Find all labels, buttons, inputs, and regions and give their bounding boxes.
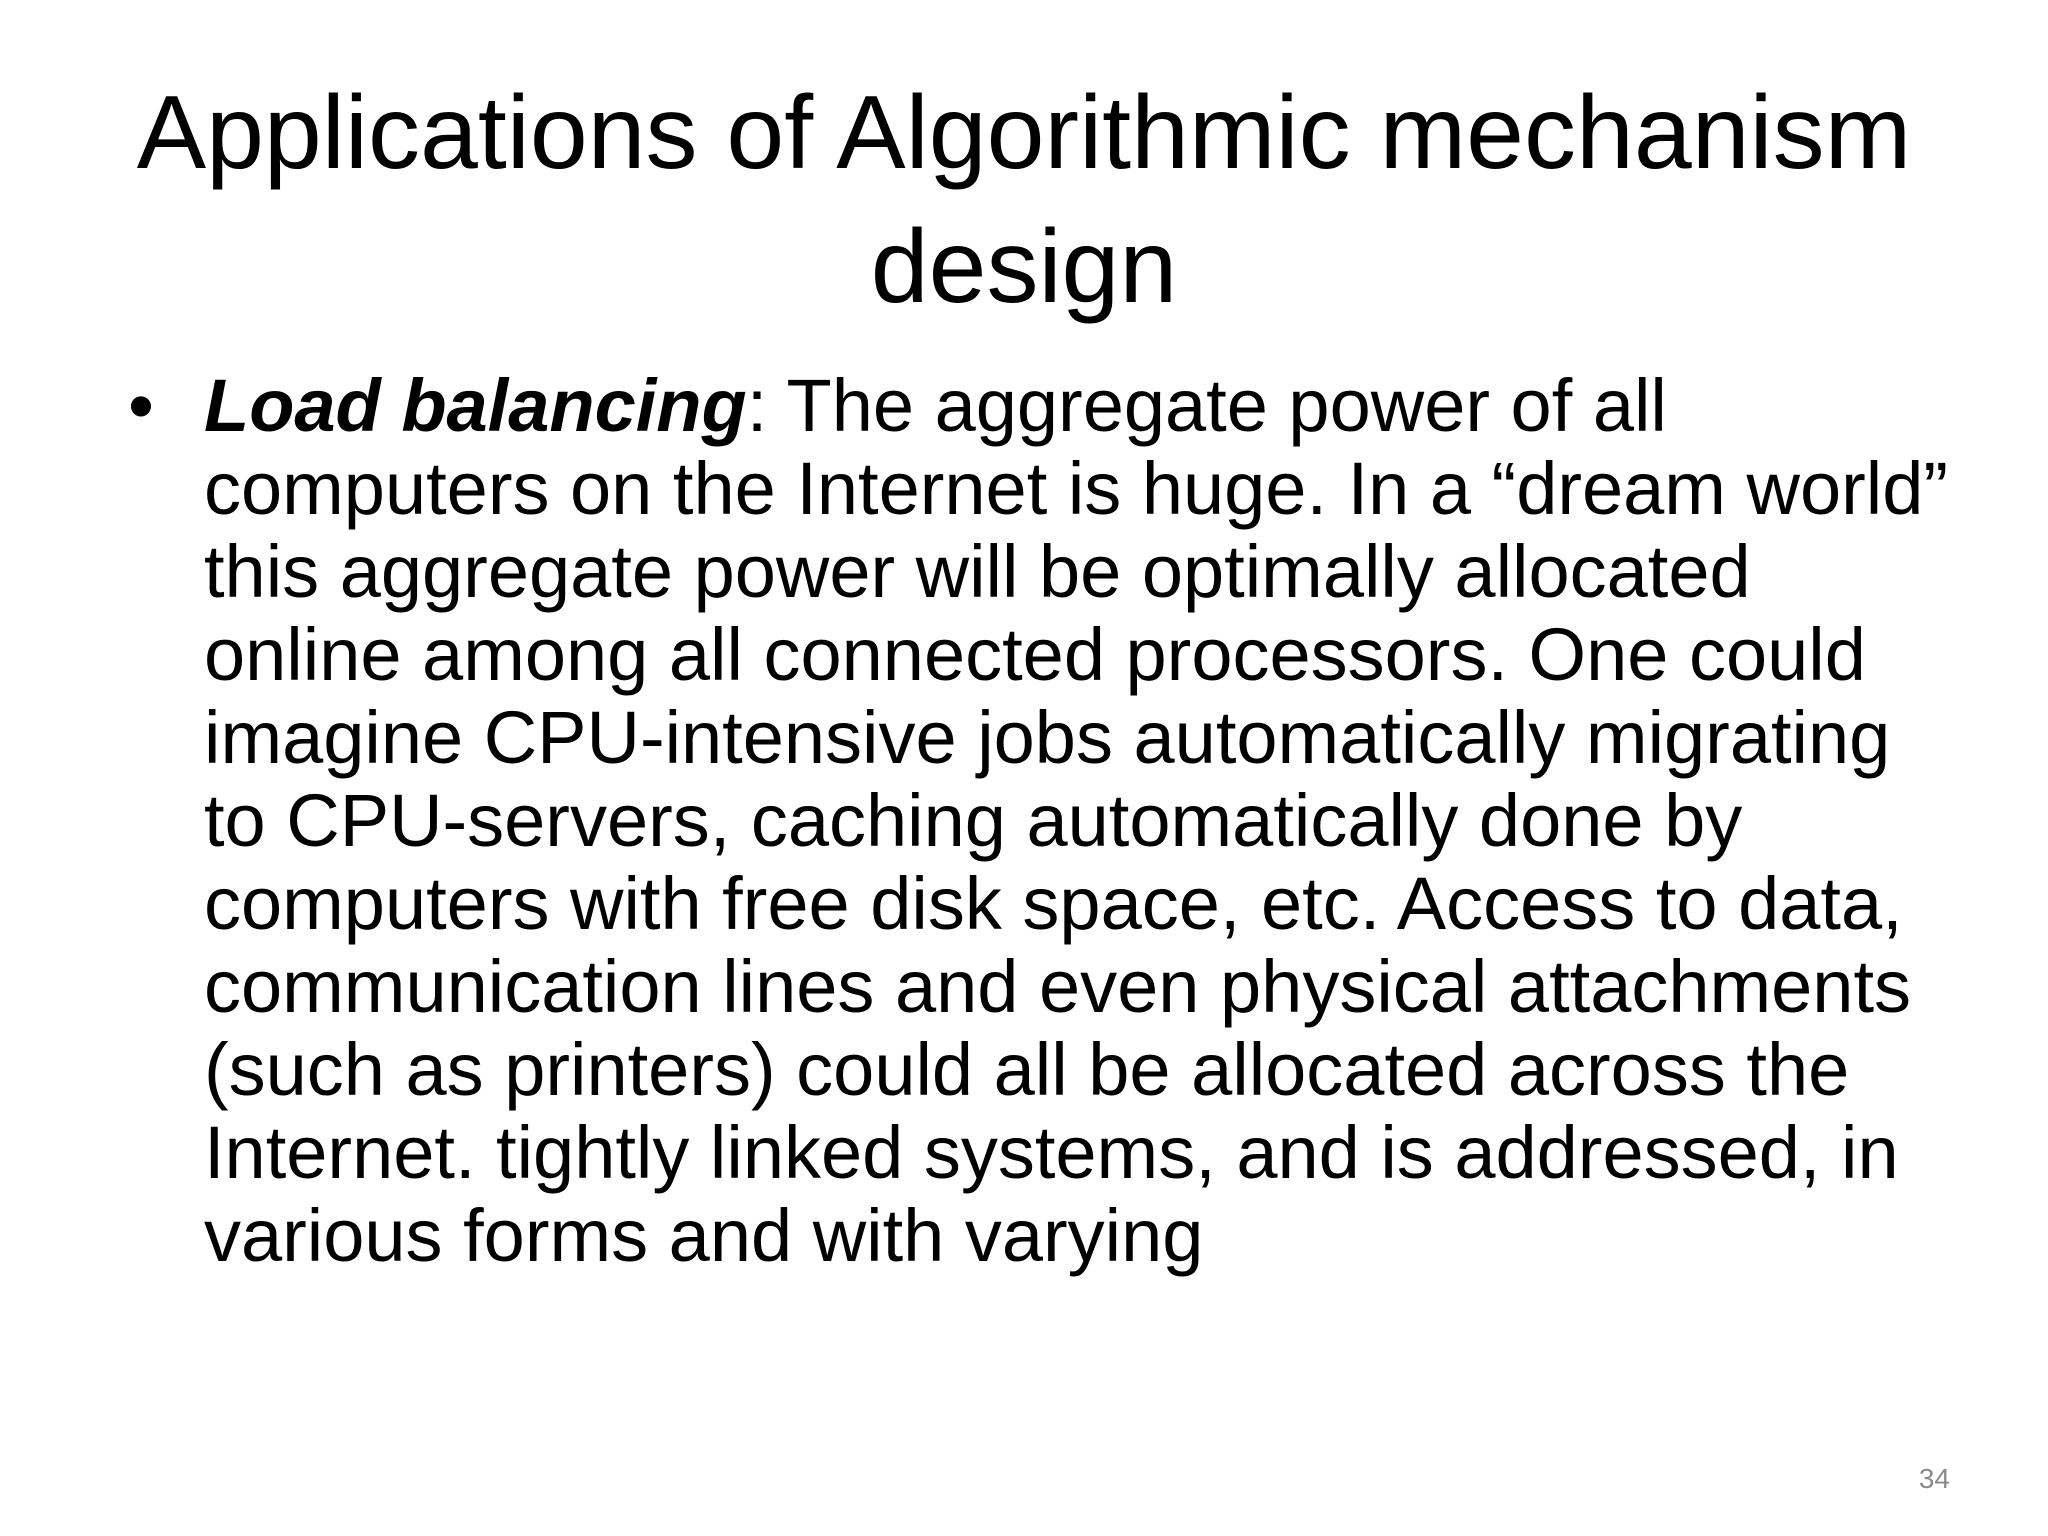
- bullet-text: The aggregate power of all computers on the Internet is huge. In a “dream world” this aggregate power will be optimally allocated online among all connected processors. One could imagine CPU-intensive jobs automatically migrating to CPU-servers, caching automatically done by computers with free disk space, etc. Access to data, communication lines and even physical attachments (such as printers) could all be allocated across the Internet. tightly linked systems, and is addressed, in various forms and with varying: [204, 364, 1948, 1277]
- bullet-icon: •: [128, 364, 154, 447]
- bullet-list: [124, 364, 1954, 1277]
- slide-title: Applications of Algorithmic mechanism design: [136, 75, 1912, 325]
- bullet-term: Load balancing: [204, 364, 747, 447]
- bullet-item: [124, 364, 1954, 1277]
- page-number: 34: [1918, 1463, 1950, 1494]
- bullet-separator: :: [746, 364, 787, 447]
